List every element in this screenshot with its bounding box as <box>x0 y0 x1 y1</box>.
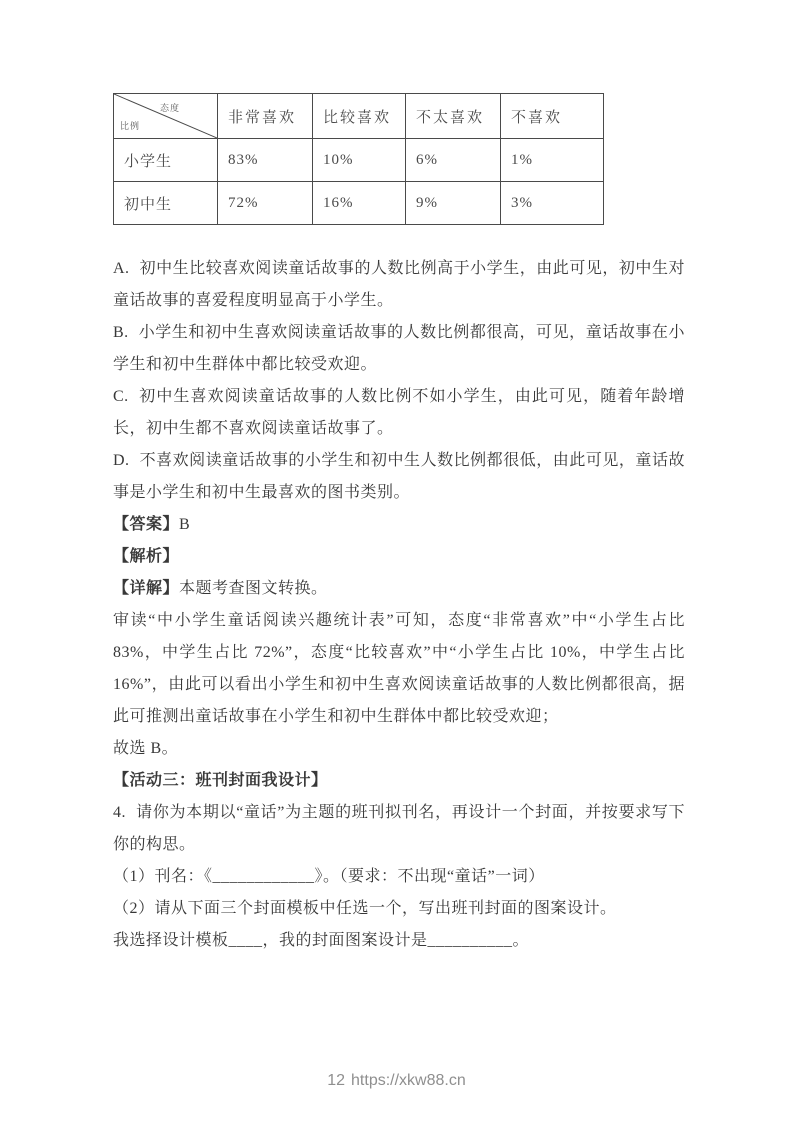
table-header-somewhat-like: 比较喜欢 <box>313 94 406 139</box>
option-c <box>113 381 685 445</box>
question4-intro <box>113 797 685 861</box>
document-content <box>113 93 685 957</box>
option-c-label: C. <box>113 388 129 405</box>
cell-value: 6% <box>406 139 501 182</box>
detail-line <box>113 573 685 605</box>
table-row-primary-students <box>114 139 604 182</box>
table-header-not-much-like: 不太喜欢 <box>406 94 501 139</box>
page-number: 12 <box>327 1072 346 1089</box>
cell-value: 9% <box>406 182 501 225</box>
option-d-text: 不喜欢阅读童话故事的小学生和初中生人数比例都很低，由此可见，童话故事是小学生和初中生最喜欢的图书类别。 <box>113 452 685 501</box>
corner-label-attitude: 态度 <box>160 103 181 113</box>
analysis-line <box>113 541 685 573</box>
detail-text: 本题考查图文转换。 <box>179 580 328 597</box>
table-row-junior-students <box>114 182 604 225</box>
corner-label-ratio: 比例 <box>120 121 141 131</box>
question4-number: 4. <box>113 804 126 821</box>
table-header-row <box>114 94 604 139</box>
table-corner-cell <box>114 94 218 139</box>
question4-sub1: （1）刊名：《____________》。（要求：不出现“童话”一词） <box>113 868 545 885</box>
question4-intro-text: 请你为本期以“童话”为主题的班刊拟刊名，再设计一个封面，并按要求写下你的构思。 <box>113 804 685 853</box>
conclusion-line: 故选 B。 <box>113 740 179 757</box>
analysis-label: 【解析】 <box>113 548 180 565</box>
detail-label: 【详解】 <box>113 580 180 597</box>
cell-value: 83% <box>218 139 313 182</box>
question4-fill-line: 我选择设计模板____，我的封面图案设计是__________。 <box>113 932 530 949</box>
option-b-label: B. <box>113 324 129 341</box>
option-a-text: 初中生比较喜欢阅读童话故事的人数比例高于小学生，由此可见，初中生对童话故事的喜爱程度明显高于小学生。 <box>113 260 685 309</box>
option-b <box>113 317 685 381</box>
page-footer <box>0 1072 793 1090</box>
answer-line <box>113 509 685 541</box>
table-header-very-like: 非常喜欢 <box>218 94 313 139</box>
option-c-text: 初中生喜欢阅读童话故事的人数比例不如小学生，由此可见，随着年龄增长，初中生都不喜欢阅读童话故事了。 <box>113 388 685 437</box>
cell-value: 3% <box>501 182 604 225</box>
option-b-text: 小学生和初中生喜欢阅读童话故事的人数比例都很高，可见，童话故事在小学生和初中生群体中都比较受欢迎。 <box>113 324 685 373</box>
row-label: 小学生 <box>114 139 218 182</box>
cell-value: 10% <box>313 139 406 182</box>
question4-sub2: （2）请从下面三个封面模板中任选一个，写出班刊封面的图案设计。 <box>113 900 617 917</box>
option-a <box>113 253 685 317</box>
activity-heading: 【活动三：班刊封面我设计】 <box>113 772 328 789</box>
explanation-paragraph: 审读“中小学生童话阅读兴趣统计表”可知，态度“非常喜欢”中“小学生占比 83%，中学生占比 72%”，态度“比较喜欢”中“小学生占比 10%，中学生占比 16%”，由此可以看出小学生和初中生喜欢阅读童话故事的人数比例都很高，据此可推测出童话故事在小学生和初中生群体中都比较受欢迎； <box>113 612 685 725</box>
cell-value: 16% <box>313 182 406 225</box>
table-header-dislike: 不喜欢 <box>501 94 604 139</box>
option-d <box>113 445 685 509</box>
option-d-label: D. <box>113 452 130 469</box>
row-label: 初中生 <box>114 182 218 225</box>
footer-url: https://xkw88.cn <box>351 1072 466 1089</box>
cell-value: 1% <box>501 139 604 182</box>
answer-value: B <box>179 516 191 533</box>
interest-stats-table <box>113 93 604 225</box>
answer-label: 【答案】 <box>113 516 180 533</box>
cell-value: 72% <box>218 182 313 225</box>
option-a-label: A. <box>113 260 130 277</box>
